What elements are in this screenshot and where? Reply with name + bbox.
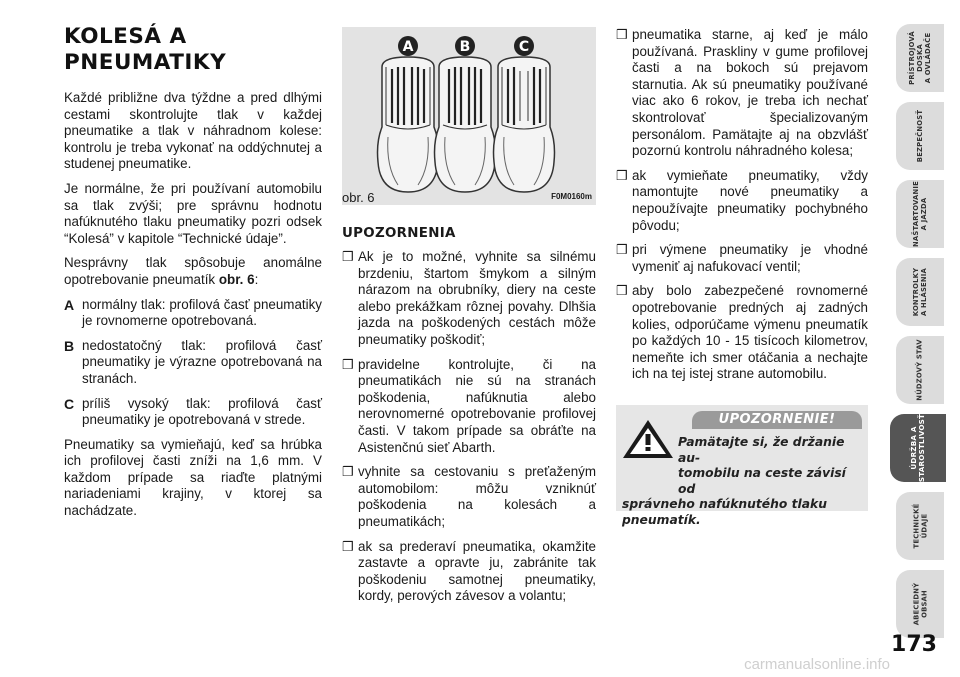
list-item-b <box>64 338 322 388</box>
label-a: A <box>402 39 414 55</box>
label-b-marker <box>455 36 475 56</box>
warning-line-1: Pamätajte si, že držanie au- <box>678 435 845 465</box>
tab-label: KONTROLKY A HLÁSENIA <box>912 267 928 317</box>
tire-wear-figure <box>342 27 596 205</box>
tire-illustration <box>342 27 596 205</box>
warnings-heading: UPOZORNENIA <box>342 226 456 241</box>
bullet-text: aby bolo zabezpečené rovnomerné opotrebovanie predných aj zadných kolies, odporúčame výmenu pneumatík po každých 10 - 15 tisícoch kilometrov, nemeňte ich smer otáčania a nechajte ich na tej istej strane automobilu. <box>632 283 868 382</box>
checkbox-bullet-icon: ❒ <box>616 283 628 299</box>
checkbox-bullet-icon: ❒ <box>616 27 628 42</box>
checkbox-bullet-icon: ❒ <box>342 538 354 554</box>
bullet-item <box>342 464 596 530</box>
bullet-item <box>616 168 868 234</box>
tire-a-icon <box>378 57 439 192</box>
tab-label: PRÍSTROJOVÁ DOSKA A OVLÁDAČE <box>908 31 933 85</box>
list-item-c <box>64 396 322 429</box>
checkbox-bullet-icon: ❒ <box>616 242 628 258</box>
chapter-tabs <box>884 24 950 656</box>
bullet-text: ak vymieňate pneumatiky, vždy namontujte nové pneumatiky a nepoužívajte pneumatiky pochybného pôvodu; <box>632 167 868 233</box>
warning-text <box>622 435 862 528</box>
right-column <box>616 27 868 391</box>
warning-box <box>616 405 868 527</box>
bullet-text: Ak je to možné, vyhnite sa silnému brzdeniu, štartom šmykom a silným nárazom na obrubníky, diery na ceste alebo prekážkam rôznej povahy. Dlhšia jazda na poškodených cestách môže pneumatiky poškodiť; <box>358 249 596 347</box>
bullet-text: pravidelne kontrolujte, či na pneumatikách nie sú na stranách poškodenia, nafúknutia alebo nerovnomerné opotrebovanie profilovej časti. V takom prípade sa obráťte na Asistenčnú sieť Abarth. <box>358 356 596 455</box>
bullet-item <box>616 242 868 275</box>
title-line-1: KOLESÁ A <box>64 24 187 49</box>
label-c: C <box>518 39 530 55</box>
tab-label: TECHNICKÉ ÚDAJE <box>912 503 928 549</box>
warning-label: UPOZORNENIE! <box>692 411 862 429</box>
paragraph-3 <box>64 255 322 288</box>
tab-label: NAŠTARTOVANIE A JAZDA <box>912 181 928 247</box>
warning-line-rest: správneho nafúknutého tlaku pneumatík. <box>622 497 827 527</box>
tab-safety[interactable] <box>896 102 944 170</box>
checkbox-bullet-icon: ❒ <box>616 167 628 183</box>
checkbox-bullet-icon: ❒ <box>342 464 354 480</box>
tab-label: BEZPEČNOSŤ <box>916 109 924 163</box>
item-text: normálny tlak: profilová časť pneumatiky je rovnomerne opotrebovaná. <box>82 296 322 329</box>
figure-number: obr. 6 <box>342 190 375 205</box>
figure-code: F0M0160m <box>551 192 592 201</box>
bullet-item <box>616 283 868 383</box>
item-text: príliš vysoký tlak: profilová časť pneumatiky je opotrebovaná v strede. <box>82 395 322 428</box>
bullet-item <box>616 27 868 160</box>
label-a-marker <box>398 36 418 56</box>
tab-maintenance-care[interactable] <box>890 414 946 482</box>
figure-caption <box>342 190 596 206</box>
tab-warning-lights[interactable] <box>896 258 944 326</box>
checkbox-bullet-icon: ❒ <box>342 356 354 372</box>
paragraph-2: Je normálne, že pri používaní automobilu sa tlak zvýši; pre správnu hodnotu nafúknutého tlaku pneumatiky pozri odsek “Kolesá” v kapitole “Technické údaje”. <box>64 180 322 246</box>
tab-label: NÚDZOVÝ STAV <box>916 339 925 401</box>
item-letter: A <box>64 296 75 313</box>
paragraph-3-text: Nesprávny tlak spôsobuje anomálne opotrebovanie pneumatík <box>64 255 322 287</box>
warning-line-2: tomobilu na ceste závisí od <box>678 466 846 496</box>
tab-alphabetical-index[interactable] <box>896 570 944 638</box>
tab-emergency[interactable] <box>896 336 944 404</box>
section-title <box>64 24 322 76</box>
bullet-text: pri výmene pneumatiky je vhodné vymeniť aj nafukovací ventil; <box>632 242 868 274</box>
page-number: 173 <box>891 632 937 657</box>
checkbox-bullet-icon: ❒ <box>342 249 354 264</box>
list-item-a <box>64 297 322 330</box>
item-text: nedostatočný tlak: profilová časť pneumatiky je výrazne opotrebovaná na stranách. <box>82 337 322 386</box>
figure-reference: obr. 6 <box>218 271 255 287</box>
tab-technical-data[interactable] <box>896 492 944 560</box>
item-letter: B <box>64 337 75 354</box>
paragraph-4: Pneumatiky sa vymieňajú, keď sa hrúbka ich profilovej časti zníži na 1,6 mm. V každom prípade sa riaďte platnými nariadeniami krajiny, v ktorej sa nachádzate. <box>64 436 322 519</box>
tab-label: ÚDRŽBA A STAROSTLIVOSŤ <box>909 413 927 483</box>
tab-label: ABECEDNÝ OBSAH <box>911 582 928 626</box>
tire-c-icon <box>494 57 555 192</box>
left-column <box>64 24 322 528</box>
bullet-text: vyhnite sa cestovaniu s preťaženým automobilom: môžu vzniknúť poškodenia na kolesách a pneumatikách; <box>358 464 596 529</box>
bullet-item <box>342 357 596 457</box>
middle-column <box>342 226 596 613</box>
title-line-2: PNEUMATIKY <box>64 50 227 75</box>
paragraph-1: Každé približne dva týždne a pred dlhými cestami skontrolujte tlak v každej pneumatike a tlak v náhradnom kolese: kontrolu je treba vykonať na oddýchnutej a studenej pneumatike. <box>64 90 322 172</box>
bullet-text: ak sa prederaví pneumatika, okamžite zastavte a opravte ju, zabránite tak poškodeniu samotnej pneumatiky, kordy, perových závesov a volantu; <box>358 538 596 604</box>
label-b: B <box>459 39 471 55</box>
bullet-item <box>342 249 596 349</box>
item-letter: C <box>64 395 75 412</box>
paragraph-3-end: : <box>254 271 259 287</box>
watermark: carmanualsonline.info <box>744 656 890 673</box>
label-c-marker <box>514 36 534 56</box>
tab-starting-driving[interactable] <box>896 180 944 248</box>
tab-dashboard-controls[interactable] <box>896 24 944 92</box>
bullet-item <box>342 539 596 605</box>
bullet-text: pneumatika starne, aj keď je málo používaná. Praskliny v gume profilovej časti a na bokoch sú prejavom starnutia. Ak sú pneumatiky používané viac ako 6 rokov, je treba ich nechať skontrolovať špecializovaným personálom. Pamätajte aj na obzvlášť pozornú kontrolu náhradného kolesa; <box>632 27 868 159</box>
tire-b-icon <box>435 57 496 192</box>
